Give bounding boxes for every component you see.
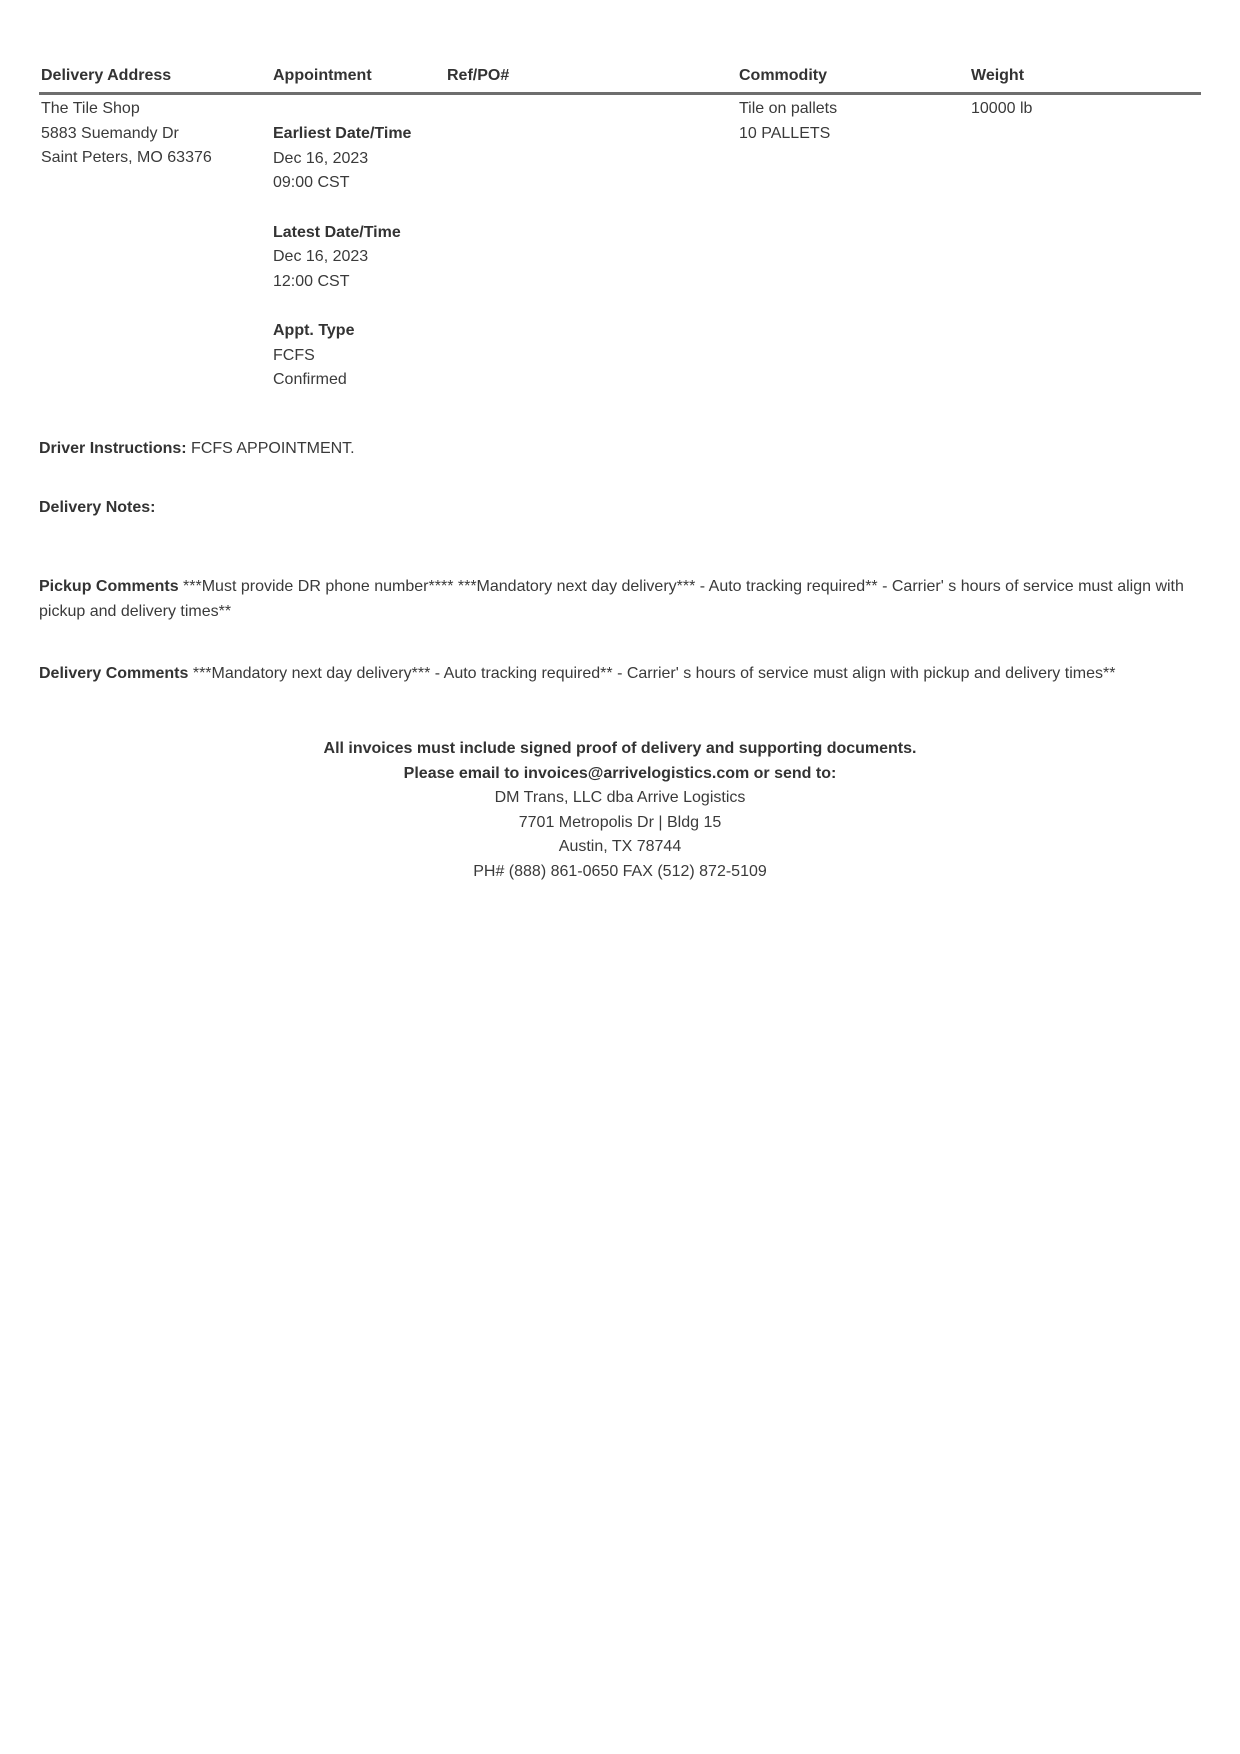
pickup-comments [39,575,1201,624]
delivery-comments-text: ***Mandatory next day delivery*** - Auto tracking required** - Carrier' s hours of service must align with pickup and delivery times** [192,665,1116,682]
delivery-address-cell [41,97,212,171]
header-commodity: Commodity [739,67,827,84]
appt-type-value: FCFS [273,346,315,364]
header-appointment: Appointment [273,67,372,84]
commodity-cell [739,97,837,146]
delivery-comments [39,662,1201,687]
header-delivery-address: Delivery Address [41,67,172,84]
invoice-footer [39,737,1201,884]
commodity-quantity: 10 PALLETS [739,124,831,142]
latest-label: Latest Date/Time [273,223,401,241]
delivery-comments-label: Delivery Comments [39,665,189,682]
footer-city: Austin, TX 78744 [558,838,682,855]
commodity-description: Tile on pallets [739,100,838,117]
footer-email-instruction: Please email to invoices@arrivelogistics.com or send to: [403,764,837,782]
weight-value: 10000 lb [971,100,1033,117]
delivery-notes [39,496,1201,521]
earliest-time: 09:00 CST [273,174,350,191]
driver-instructions-text: FCFS APPOINTMENT. [191,440,355,457]
address-street: 5883 Suemandy Dr [41,124,179,142]
latest-date: Dec 16, 2023 [273,248,369,265]
footer-invoice-requirement: All invoices must include signed proof of delivery and supporting documents. [323,740,917,757]
appt-type-label: Appt. Type [273,322,355,339]
latest-time: 12:00 CST [273,272,350,290]
driver-instructions-label: Driver Instructions: [39,440,187,457]
earliest-label: Earliest Date/Time [273,125,412,142]
earliest-date: Dec 16, 2023 [273,149,369,167]
pickup-comments-text: ***Must provide DR phone number**** ***Mandatory next day delivery*** - Auto tracking required** - Carrier' s hours of service must align with pickup and delivery times** [39,578,1184,620]
driver-instructions [39,437,1201,462]
table-header-row [39,64,1201,95]
footer-company: DM Trans, LLC dba Arrive Logistics [494,789,746,806]
weight-cell [971,97,1032,122]
address-city-state-zip: Saint Peters, MO 63376 [41,149,212,166]
address-name: The Tile Shop [41,100,140,117]
header-weight: Weight [971,67,1025,84]
delivery-notes-label: Delivery Notes: [39,499,156,516]
footer-street: 7701 Metropolis Dr | Bldg 15 [518,813,722,831]
header-ref-po: Ref/PO# [447,67,510,84]
footer-phone-fax: PH# (888) 861-0650 FAX (512) 872-5109 [473,862,767,880]
appt-status: Confirmed [273,371,347,388]
appointment-cell [273,97,411,393]
pickup-comments-label: Pickup Comments [39,578,179,595]
